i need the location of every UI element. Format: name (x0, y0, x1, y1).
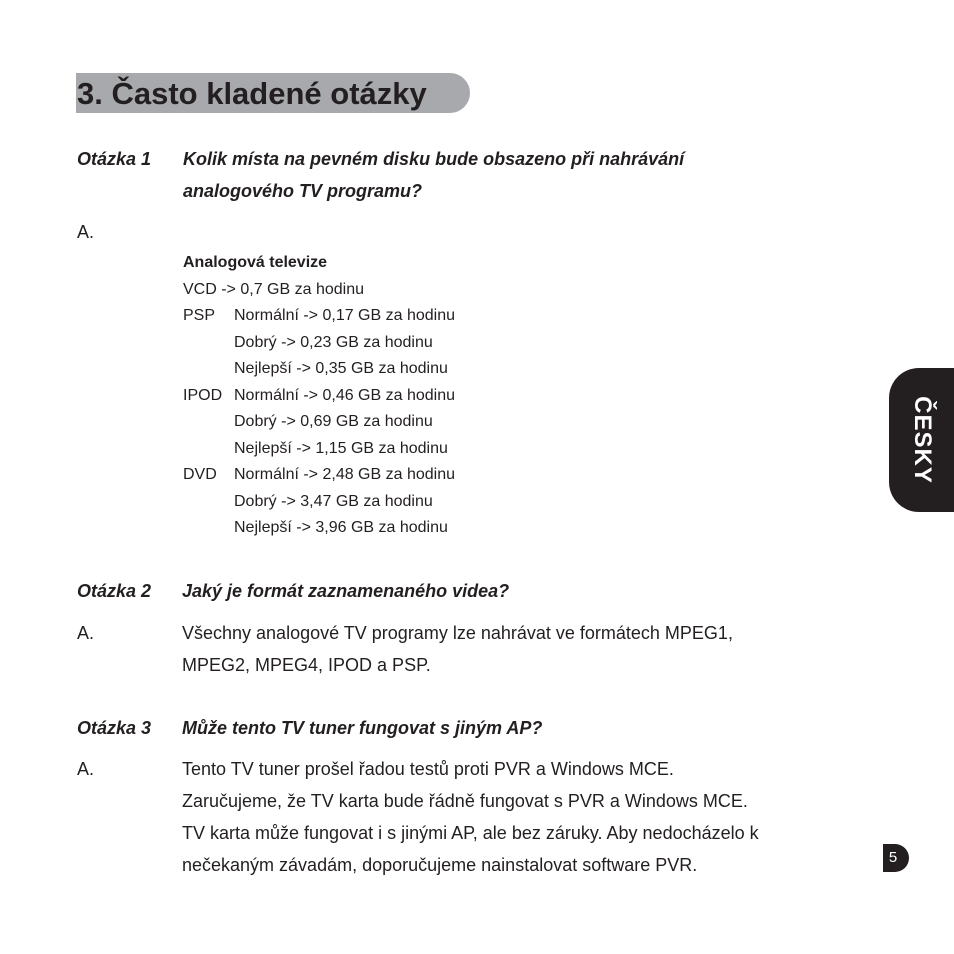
table-value: Nejlepší -> 1,15 GB za hodinu (234, 439, 448, 457)
table-row (183, 303, 455, 330)
table-value: Normální -> 0,17 GB za hodinu (234, 307, 456, 324)
table-value: Nejlepší -> 3,96 GB za hodinu (234, 519, 448, 536)
table-format (183, 436, 234, 463)
table-row (183, 383, 455, 410)
table-value: Dobrý -> 0,23 GB za hodinu (234, 333, 433, 351)
table-value: VCD -> 0,7 GB za hodinu (183, 280, 364, 298)
table-format (183, 356, 234, 383)
question-3-label: Otázka 3 (77, 718, 152, 738)
question-1-label: Otázka 1 (77, 149, 152, 169)
answer-3-line-3: TV karta může fungovat i s jinými AP, ale bez záruky. Aby nedocházelo k (182, 823, 759, 843)
answer-2-line-1: Všechny analogové TV programy lze nahrávat ve formátech MPEG1, (182, 623, 733, 643)
answer-3-label: A. (77, 759, 95, 779)
answer-2-text (182, 617, 733, 681)
table-row (183, 462, 455, 489)
table-value: Normální -> 2,48 GB za hodinu (234, 466, 456, 483)
language-tab-label: ČESKY (909, 396, 936, 484)
table-value: Normální -> 0,46 GB za hodinu (234, 386, 456, 404)
table-format (183, 489, 234, 516)
answer-3-line-1: Tento TV tuner prošel řadou testů proti PVR a Windows MCE. (182, 759, 674, 779)
table-format: PSP (183, 307, 216, 324)
table-row (183, 277, 455, 304)
table-format (183, 330, 234, 357)
page-title: 3. Často kladené otázky (77, 76, 427, 111)
question-3-text: Může tento TV tuner fungovat s jiným AP? (182, 718, 543, 738)
question-1-line-2: analogového TV programu? (183, 181, 423, 201)
page-number: 5 (888, 849, 898, 866)
answer-3-line-2: Zaručujeme, že TV karta bude řádně fungovat s PVR a Windows MCE. (182, 791, 748, 811)
table-value: Nejlepší -> 0,35 GB za hodinu (234, 360, 448, 377)
answer-3-line-4: nečekaným závadám, doporučujeme nainstalovat software PVR. (182, 855, 698, 875)
table-row (183, 515, 455, 542)
table-value: Dobrý -> 3,47 GB za hodinu (234, 492, 433, 510)
table-value: Dobrý -> 0,69 GB za hodinu (234, 413, 433, 430)
table-heading: Analogová televize (183, 254, 328, 271)
table-row (183, 356, 455, 383)
table-row (183, 409, 455, 436)
table-format (183, 515, 234, 542)
question-2-label: Otázka 2 (77, 581, 152, 601)
question-1-line-1: Kolik místa na pevném disku bude obsazeno při nahrávání (183, 149, 685, 169)
answer-2-label: A. (77, 623, 95, 643)
table-format: DVD (183, 466, 217, 483)
answer-2-line-2: MPEG2, MPEG4, IPOD a PSP. (182, 655, 431, 675)
table-format: IPOD (183, 386, 223, 404)
table-format (183, 409, 234, 436)
answer-3-text (182, 753, 759, 881)
question-1-text (183, 143, 684, 207)
storage-table (183, 250, 455, 542)
question-2-text: Jaký je formát zaznamenaného videa? (182, 581, 510, 601)
table-row (183, 489, 455, 516)
table-row (183, 436, 455, 463)
table-row (183, 330, 455, 357)
answer-1-label: A. (77, 222, 95, 242)
